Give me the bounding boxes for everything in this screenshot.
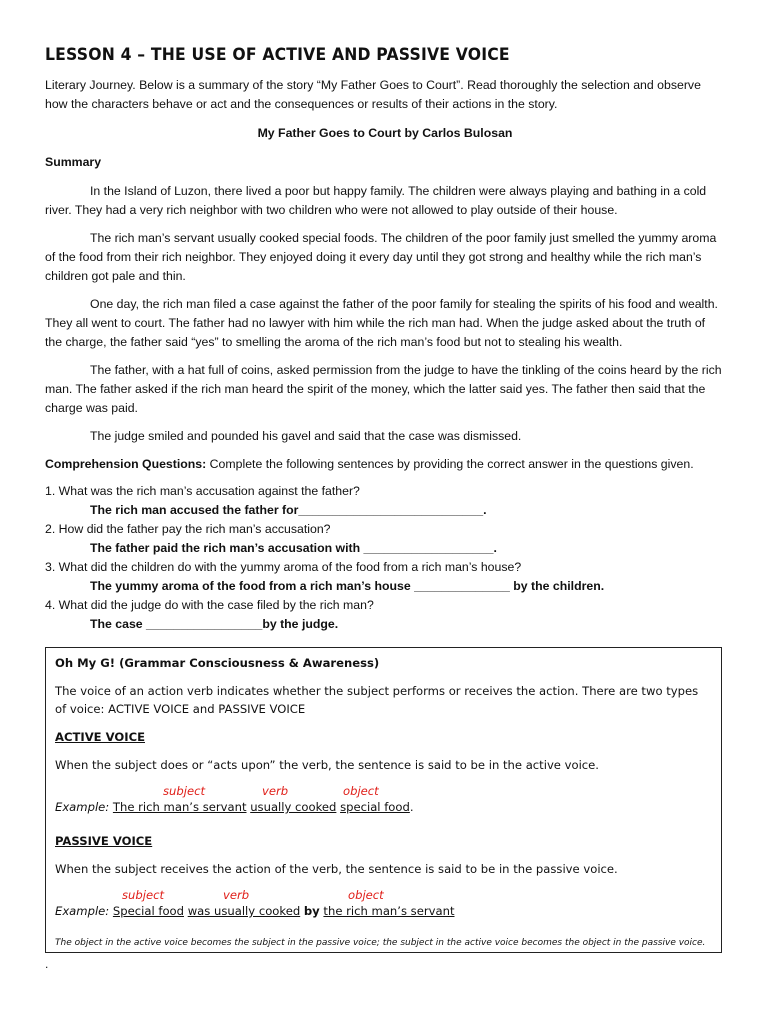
passive-voice-heading: PASSIVE VOICE: [55, 834, 153, 848]
summary-paragraph-2: The rich man’s servant usually cooked special foods. The children of the poor family just smelled the yummy aroma of the food from their rich neighbor. They enjoyed doing it every day until they got strong and healthy while the rich man’s children got pale and thin.: [45, 231, 717, 283]
active-example-prefix: Example:: [55, 800, 110, 814]
story-title: My Father Goes to Court by Carlos Bulosan: [257, 126, 513, 140]
passive-example-prefix: Example:: [55, 904, 110, 918]
lesson-page: [45, 44, 725, 634]
active-example: [55, 784, 713, 824]
question-3: 3. What did the children do with the yummy aroma of the food from a rich man’s house?: [45, 560, 522, 574]
active-voice-heading: ACTIVE VOICE: [55, 730, 145, 744]
passive-verb-label: verb: [223, 888, 250, 902]
passive-by: by: [303, 904, 320, 918]
summary-paragraph-1: In the Island of Luzon, there lived a poor but happy family. The children were always playing and bathing in a cold river. They had a very rich neighbor with two children who were not allowed to play outside of their house.: [45, 184, 707, 217]
question-1: 1. What was the rich man’s accusation against the father?: [45, 484, 360, 498]
passive-example: [55, 888, 713, 928]
lesson-title: LESSON 4 – THE USE OF ACTIVE AND PASSIVE VOICE: [45, 45, 510, 65]
active-example-sentence: [55, 798, 414, 816]
voice-definition: The voice of an action verb indicates whether the subject performs or receives the action. There are two types of voice: ACTIVE VOICE and PASSIVE VOICE: [55, 684, 699, 716]
active-verb-label: verb: [262, 784, 289, 798]
answer-4: The case _________________by the judge.: [90, 617, 339, 631]
active-verb: usually cooked: [250, 800, 337, 814]
active-object: special food: [340, 800, 410, 814]
passive-object-label: object: [348, 888, 384, 902]
active-subject: The rich man’s servant: [112, 800, 247, 814]
intro-text: Literary Journey. Below is a summary of the story “My Father Goes to Court”. Read thoroughly the selection and observe how the characters behave or act and the consequences or results of their actions in the story.: [45, 78, 701, 111]
passive-subject-label: subject: [122, 888, 165, 902]
passive-subject: Special food: [112, 904, 184, 918]
comprehension-label: Comprehension Questions:: [45, 457, 207, 471]
passive-voice-description: When the subject receives the action of the verb, the sentence is said to be in the passive voice.: [55, 862, 618, 876]
passive-verb: was usually cooked: [187, 904, 301, 918]
question-2: 2. How did the father pay the rich man’s accusation?: [45, 522, 331, 536]
active-voice-description: When the subject does or “acts upon” the verb, the sentence is said to be in the active voice.: [55, 758, 599, 772]
trailing-mark: .: [45, 957, 49, 971]
summary-paragraph-3: One day, the rich man filed a case against the father of the poor family for stealing the spirits of his food and wealth. They all went to court. The father had no lawyer with him while the rich man had. When the judge asked about the truth of the charge, the father said “yes” to smelling the aroma of the rich man’s food but not to stealing his wealth.: [45, 297, 718, 349]
summary-heading: Summary: [45, 155, 102, 169]
voice-conversion-note: The object in the active voice becomes the subject in the passive voice; the subject in the active voice becomes the object in the passive voice.: [55, 938, 706, 948]
answer-1: The rich man accused the father for___________________________.: [90, 503, 487, 517]
comprehension-instructions: [45, 455, 725, 474]
summary-paragraph-4: The father, with a hat full of coins, asked permission from the judge to have the tinkling of the coins heard by the rich man. The father asked if the rich man heard the spirit of the money, which the latter said yes. The father then said that the charge was paid.: [45, 363, 722, 415]
question-4: 4. What did the judge do with the case filed by the rich man?: [45, 598, 374, 612]
active-subject-label: subject: [163, 784, 206, 798]
active-object-label: object: [343, 784, 379, 798]
answer-2: The father paid the rich man’s accusation with ___________________.: [90, 541, 497, 555]
passive-object: the rich man’s servant: [323, 904, 455, 918]
grammar-box: [45, 647, 722, 953]
active-end: .: [409, 800, 414, 814]
summary-paragraph-5: The judge smiled and pounded his gavel and said that the case was dismissed.: [90, 429, 522, 443]
passive-example-sentence: [55, 902, 455, 920]
comprehension-text: Complete the following sentences by providing the correct answer in the questions given.: [206, 457, 694, 471]
answer-3: The yummy aroma of the food from a rich man’s house ______________ by the children.: [90, 579, 605, 593]
grammar-box-heading: Oh My G! (Grammar Consciousness & Awareness): [55, 656, 380, 670]
